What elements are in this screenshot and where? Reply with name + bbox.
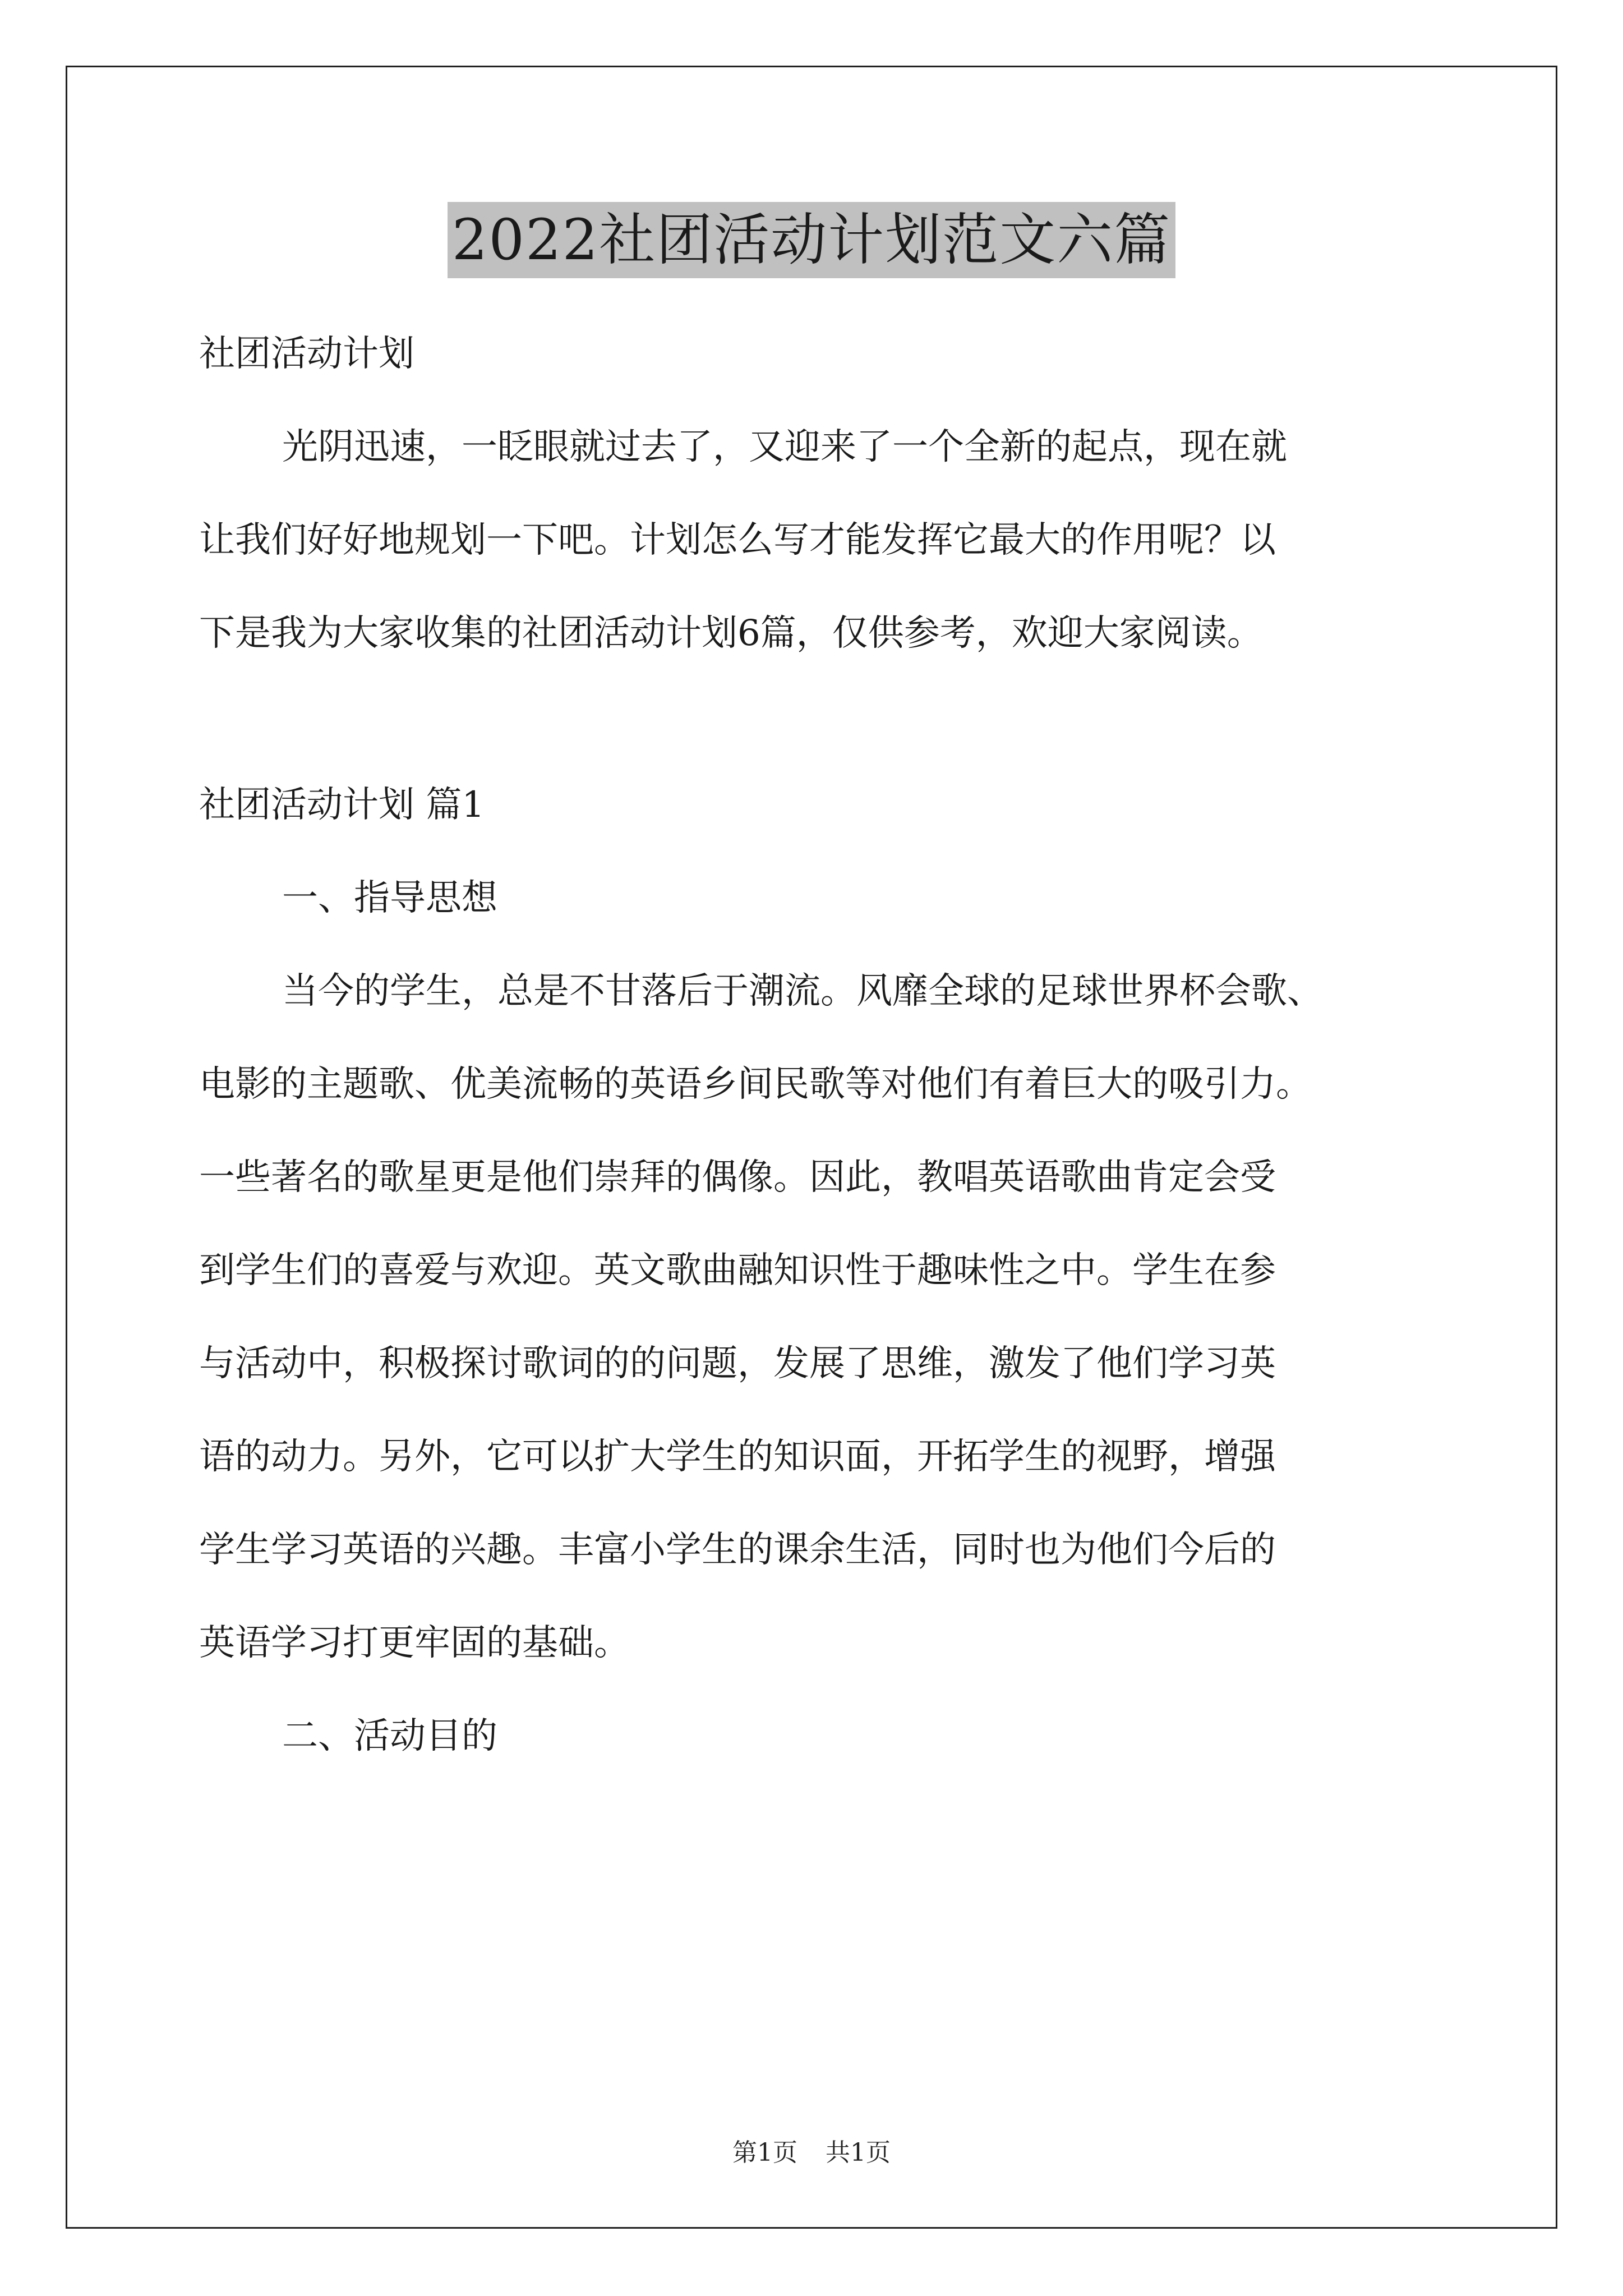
page-number-current: 第1页 (732, 2138, 797, 2167)
section-heading: 社团活动计划 篇1 (199, 784, 485, 826)
paragraph-line: 电影的主题歌、优美流畅的英语乡间民歌等对他们有着巨大的吸引力。 (199, 1064, 1312, 1105)
document-title: 2022社团活动计划范文六篇 (448, 202, 1176, 278)
intro-line: 光阴迅速，一眨眼就过去了，又迎来了一个全新的起点，现在就 (282, 426, 1287, 468)
paragraph-line: 与活动中，积极探讨歌词的的问题，发展了思维，激发了他们学习英 (199, 1343, 1276, 1384)
subheading-activity-purpose: 二、活动目的 (282, 1715, 497, 1757)
intro-line: 让我们好好地规划一下吧。计划怎么写才能发挥它最大的作用呢？以 (199, 519, 1276, 561)
page-number-total: 共1页 (826, 2138, 891, 2167)
title-container (0, 202, 1623, 278)
subheading-guiding-ideology: 一、指导思想 (282, 877, 497, 919)
paragraph-line: 一些著名的歌星更是他们崇拜的偶像。因此，教唱英语歌曲肯定会受 (199, 1157, 1276, 1198)
spacer (199, 680, 1483, 758)
paragraph-line: 语的动力。另外，它可以扩大学生的知识面，开拓学生的视野，增强 (199, 1436, 1276, 1478)
paragraph-line: 英语学习打更牢固的基础。 (199, 1622, 630, 1664)
intro-line: 下是我为大家收集的社团活动计划6篇，仅供参考，欢迎大家阅读。 (199, 613, 1263, 654)
paragraph-line: 到学生们的喜爱与欢迎。英文歌曲融知识性于趣味性之中。学生在参 (199, 1250, 1276, 1291)
page-footer (0, 2136, 1623, 2170)
paragraph-line: 当今的学生，总是不甘落后于潮流。风靡全球的足球世界杯会歌、 (282, 970, 1323, 1012)
intro-heading: 社团活动计划 (199, 333, 414, 375)
document-body (199, 307, 1483, 1783)
paragraph-line: 学生学习英语的兴趣。丰富小学生的课余生活，同时也为他们今后的 (199, 1529, 1276, 1571)
